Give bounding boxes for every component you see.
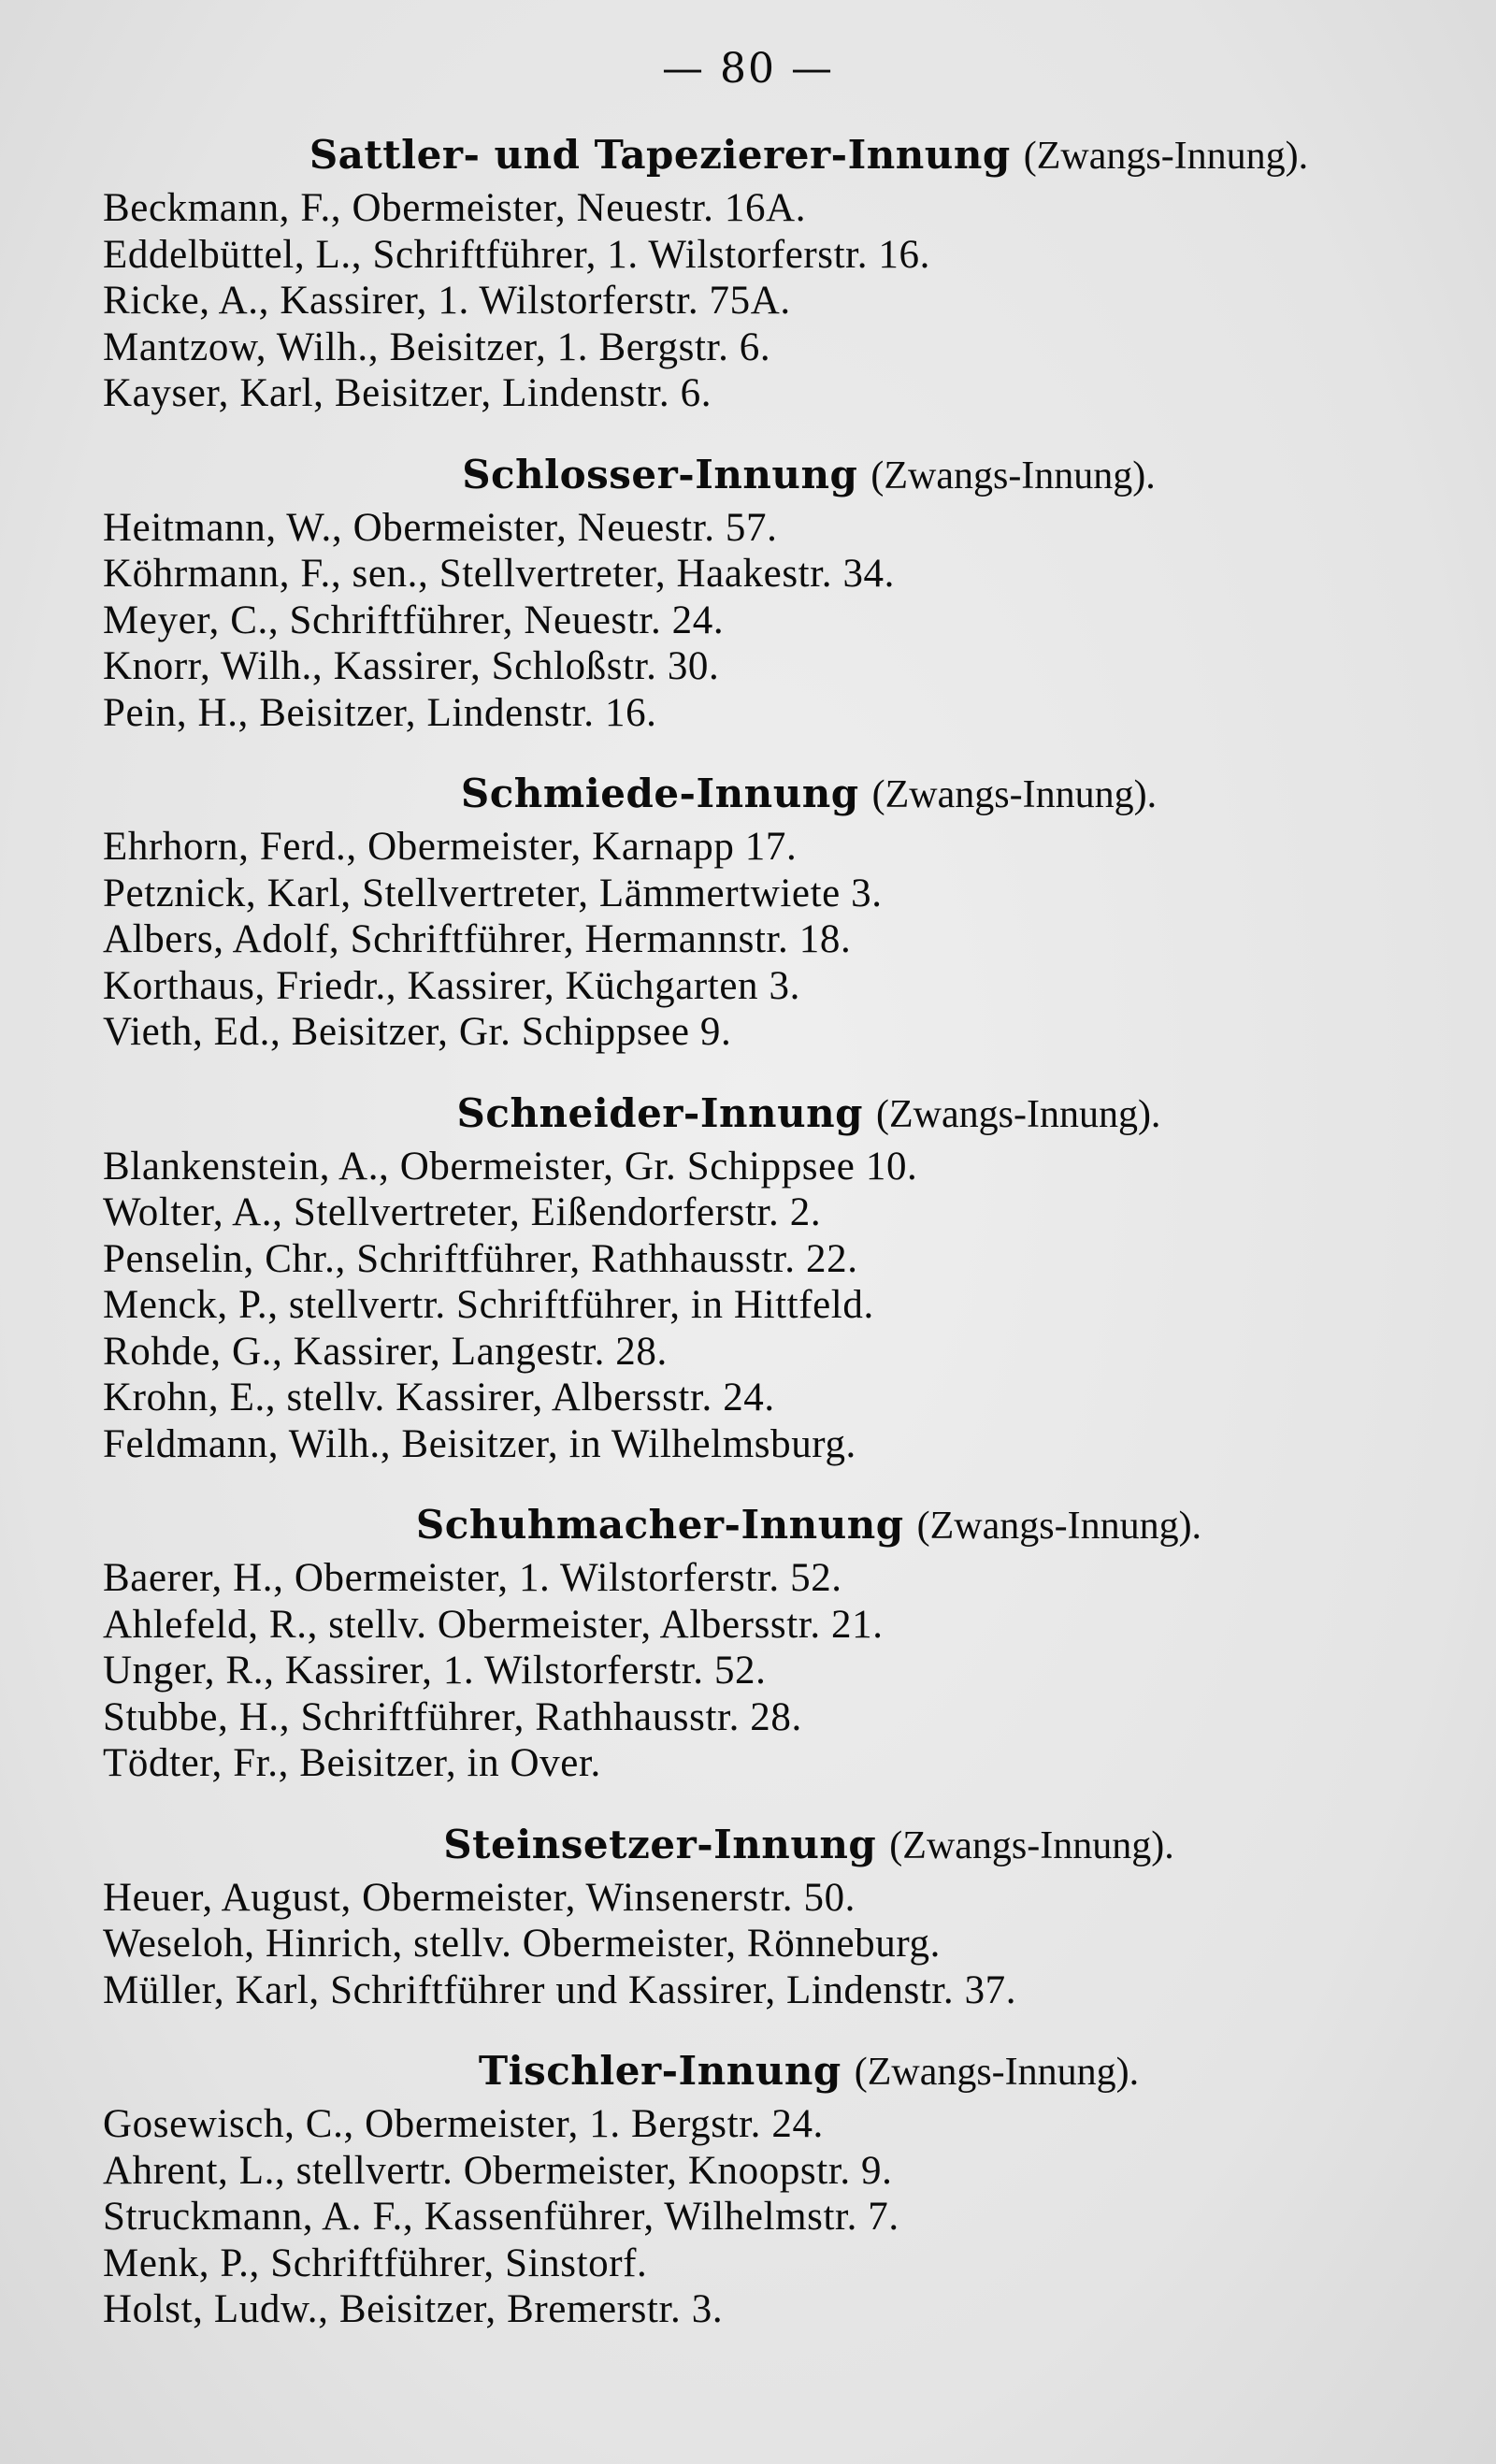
member-entry: Knorr, Wilh., Kassirer, Schloßstr. 30. <box>103 644 720 688</box>
guild-name: Tischler-Innung <box>478 2048 842 2094</box>
guild-name: Schuhmacher-Innung <box>415 1502 904 1548</box>
member-entry: Ahrent, L., stellvertr. Obermeister, Knoopstr. 9. <box>103 2148 893 2193</box>
member-entry: Blankenstein, A., Obermeister, Gr. Schippsee 10. <box>103 1144 918 1189</box>
guild-name: Schmiede-Innung <box>460 771 859 816</box>
member-entry: Wolter, A., Stellvertreter, Eißendorferstr. 2. <box>103 1190 822 1234</box>
guild-heading <box>103 1501 1440 1549</box>
guild-heading <box>103 131 1440 180</box>
member-entry: Pein, H., Beisitzer, Lindenstr. 16. <box>103 690 657 735</box>
member-entry: Meyer, C., Schriftführer, Neuestr. 24. <box>103 598 725 642</box>
member-entry: Mantzow, Wilh., Beisitzer, 1. Bergstr. 6. <box>103 324 771 369</box>
member-entry: Petznick, Karl, Stellvertreter, Lämmertwiete 3. <box>103 871 883 915</box>
guild-heading <box>103 451 1440 499</box>
member-entry: Vieth, Ed., Beisitzer, Gr. Schippsee 9. <box>103 1010 732 1054</box>
guild-section <box>103 131 1440 417</box>
guild-section <box>103 1821 1440 2014</box>
member-entry: Kayser, Karl, Beisitzer, Lindenstr. 6. <box>103 371 712 415</box>
member-entry: Heitmann, W., Obermeister, Neuestr. 57. <box>103 505 778 550</box>
guild-heading <box>103 1821 1440 1869</box>
guild-directory <box>103 131 1440 2333</box>
member-entry: Ehrhorn, Ferd., Obermeister, Karnapp 17. <box>103 825 798 869</box>
guild-type: (Zwangs-Innung). <box>889 1823 1174 1867</box>
member-entry: Weseloh, Hinrich, stellv. Obermeister, Rönneburg. <box>103 1922 941 1966</box>
guild-type: (Zwangs-Innung). <box>854 2051 1140 2094</box>
guild-type: (Zwangs-Innung). <box>870 454 1156 497</box>
guild-section <box>103 2047 1440 2333</box>
member-entry: Menk, P., Schriftführer, Sinstorf. <box>103 2241 648 2285</box>
member-entry: Tödter, Fr., Beisitzer, in Over. <box>103 1741 601 1785</box>
guild-section <box>103 1089 1440 1468</box>
member-entry: Rohde, G., Kassirer, Langestr. 28. <box>103 1329 668 1374</box>
member-entry: Ahlefeld, R., stellv. Obermeister, Albersstr. 21. <box>103 1602 884 1647</box>
guild-heading <box>103 2047 1440 2096</box>
member-entry: Stubbe, H., Schriftführer, Rathhausstr. 28. <box>103 1694 802 1739</box>
guild-type: (Zwangs-Innung). <box>871 773 1158 816</box>
member-entry: Eddelbüttel, L., Schriftführer, 1. Wilstorferstr. 16. <box>103 232 930 277</box>
member-entry: Beckmann, F., Obermeister, Neuestr. 16A. <box>103 186 807 230</box>
guild-name: Steinsetzer-Innung <box>443 1821 877 1867</box>
guild-section <box>103 451 1440 737</box>
guild-section <box>103 770 1440 1056</box>
member-entry: Heuer, August, Obermeister, Winsenerstr. 50. <box>103 1875 856 1920</box>
guild-heading <box>103 1089 1440 1138</box>
member-entry: Holst, Ludw., Beisitzer, Bremerstr. 3. <box>103 2287 724 2331</box>
guild-type: (Zwangs-Innung). <box>1023 135 1309 178</box>
member-entry: Müller, Karl, Schriftführer und Kassirer, Lindenstr. 37. <box>103 1967 1017 2012</box>
member-entry: Köhrmann, F., sen., Stellvertreter, Haakestr. 34. <box>103 552 896 596</box>
guild-heading <box>103 770 1440 818</box>
guild-type: (Zwangs-Innung). <box>916 1505 1202 1548</box>
member-entry: Korthaus, Friedr., Kassirer, Küchgarten 3. <box>103 963 800 1008</box>
member-entry: Gosewisch, C., Obermeister, 1. Bergstr. 24. <box>103 2102 824 2146</box>
member-entry: Menck, P., stellvertr. Schriftführer, in Hittfeld. <box>103 1283 874 1327</box>
member-entry: Krohn, E., stellv. Kassirer, Albersstr. 24. <box>103 1376 775 1419</box>
member-entry: Struckmann, A. F., Kassenführer, Wilhelmstr. 7. <box>103 2195 899 2239</box>
guild-section <box>103 1501 1440 1787</box>
member-entry: Ricke, A., Kassirer, 1. Wilstorferstr. 75A. <box>103 279 791 323</box>
member-entry: Penselin, Chr., Schriftführer, Rathhausstr. 22. <box>103 1236 858 1281</box>
page-number: — 80 — <box>662 45 834 93</box>
member-entry: Baerer, H., Obermeister, 1. Wilstorferstr. 52. <box>103 1556 842 1600</box>
member-entry: Albers, Adolf, Schriftführer, Hermannstr. 18. <box>103 917 852 961</box>
member-entry: Unger, R., Kassirer, 1. Wilstorferstr. 52. <box>103 1649 767 1693</box>
guild-name: Sattler- und Tapezierer-Innung <box>309 132 1011 178</box>
member-entry: Feldmann, Wilh., Beisitzer, in Wilhelmsburg. <box>103 1421 856 1466</box>
guild-name: Schneider-Innung <box>456 1089 864 1136</box>
guild-name: Schlosser-Innung <box>462 451 858 497</box>
guild-type: (Zwangs-Innung). <box>876 1092 1161 1136</box>
